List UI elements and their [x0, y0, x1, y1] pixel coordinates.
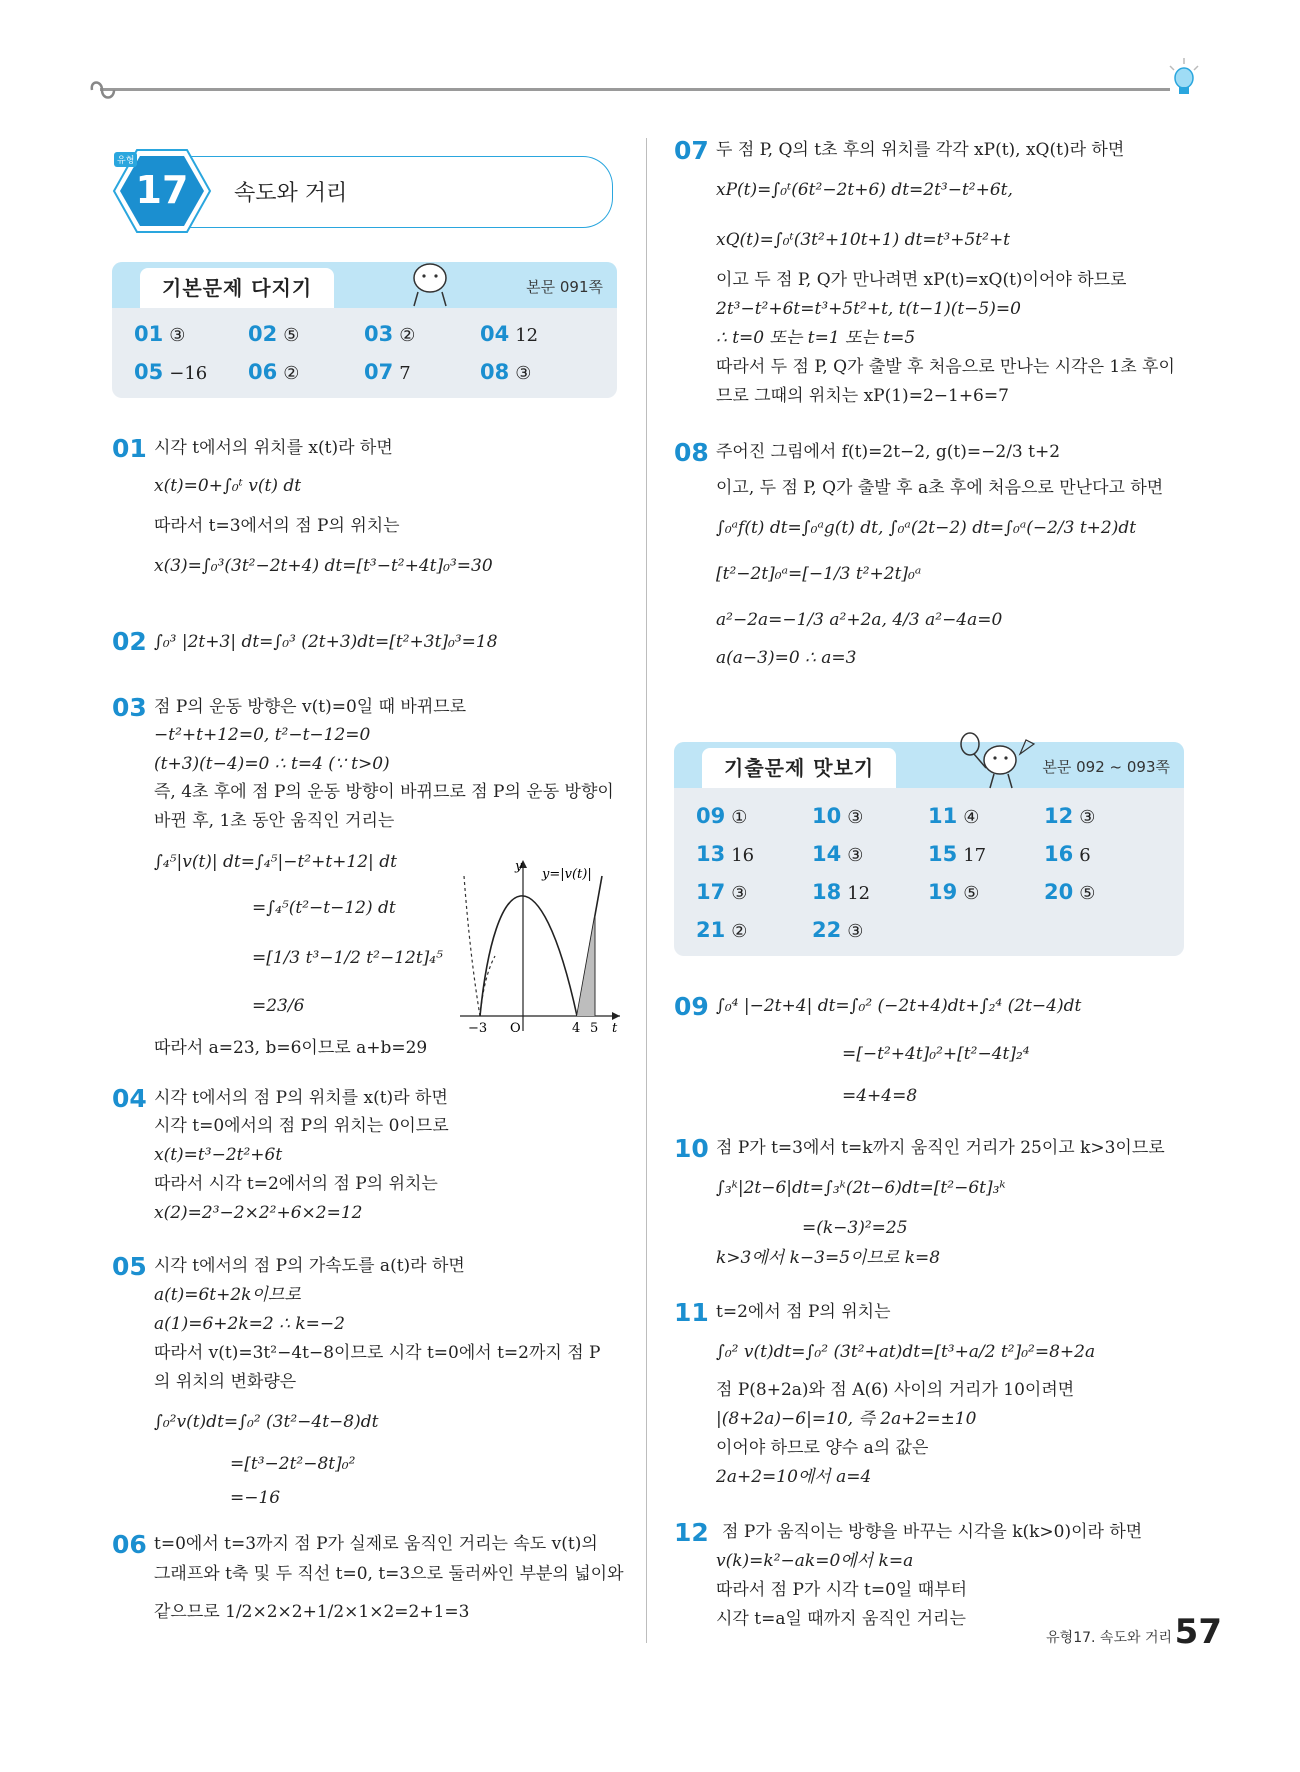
solution-line: ∫₀²v(t)dt=∫₀² (3t²−4t−8)dt — [154, 1412, 379, 1432]
solution-line: =[1/3 t³−1/2 t²−12t]₄⁵ — [252, 948, 443, 968]
problem-number-02: 02 — [112, 627, 147, 656]
answer-item: 01 ③ — [134, 322, 186, 346]
solution-line: =(k−3)²=25 — [802, 1218, 908, 1238]
solution-line: 따라서 a=23, b=6이므로 a+b=29 — [154, 1038, 428, 1058]
solution-line: 시각 t=a일 때까지 움직인 거리는 — [716, 1609, 966, 1629]
solution-line: 두 점 P, Q의 t초 후의 위치를 각각 xP(t), xQ(t)라 하면 — [716, 140, 1125, 160]
solution-line: a²−2a=−1/3 a²+2a, 4/3 a²−4a=0 — [716, 610, 1003, 630]
shuttlecock-icon — [1016, 736, 1038, 758]
solution-line: 의 위치의 변화량은 — [154, 1372, 297, 1392]
section-number: 17 — [135, 168, 189, 212]
answer-item: 04 12 — [480, 322, 539, 346]
solution-line: a(a−3)=0 ∴ a=3 — [716, 648, 857, 668]
answer-item: 15 17 — [928, 842, 987, 866]
answer-item: 07 7 — [364, 360, 411, 384]
dashed-curve-left — [464, 876, 480, 1016]
solution-line: x(t)=t³−2t²+6t — [154, 1145, 283, 1165]
solution-line: t=0에서 t=3까지 점 P가 실제로 움직인 거리는 속도 v(t)의 — [154, 1534, 598, 1554]
solution-line: xP(t)=∫₀ᵗ(6t²−2t+6) dt=2t³−t²+6t, — [716, 180, 1013, 200]
solution-line: ∫₀³ |2t+3| dt=∫₀³ (2t+3)dt=[t²+3t]₀³=18 — [154, 632, 498, 652]
solution-line: v(k)=k²−ak=0에서 k=a — [716, 1551, 914, 1571]
solution-line: 점 P가 t=3에서 t=k까지 움직인 거리가 25이고 k>3이므로 — [716, 1138, 1165, 1158]
solution-line: 2a+2=10에서 a=4 — [716, 1467, 872, 1487]
solution-line: 점 P(8+2a)와 점 A(6) 사이의 거리가 10이려면 — [716, 1380, 1075, 1400]
answer-item: 17 ③ — [696, 880, 748, 904]
answer-item: 13 16 — [696, 842, 755, 866]
solution-line: 따라서 점 P가 시각 t=0일 때부터 — [716, 1580, 967, 1600]
basic-answers-box — [112, 262, 617, 398]
solution-line: 시각 t에서의 점 P의 가속도를 a(t)라 하면 — [154, 1256, 465, 1276]
answer-item: 08 ③ — [480, 360, 532, 384]
solution-line: ∫₀ᵃf(t) dt=∫₀ᵃg(t) dt, ∫₀ᵃ(2t−2) dt=∫₀ᵃ(−2/3 t+2)dt — [716, 518, 1137, 538]
solution-line: =4+4=8 — [842, 1086, 918, 1106]
y-label: y — [515, 859, 523, 874]
answer-item: 14 ③ — [812, 842, 864, 866]
solution-line: x(2)=2³−2×2²+6×2=12 — [154, 1203, 363, 1223]
past-answers-box — [674, 742, 1184, 956]
solution-line: a(1)=6+2k=2 ∴ k=−2 — [154, 1314, 345, 1334]
solution-line: ∫₀⁴ |−2t+4| dt=∫₀² (−2t+4)dt+∫₂⁴ (2t−4)dt — [716, 996, 1082, 1016]
answer-item: 10 ③ — [812, 804, 864, 828]
solution-line: x(3)=∫₀³(3t²−2t+4) dt=[t³−t²+4t]₀³=30 — [154, 556, 493, 576]
solution-line: 그래프와 t축 및 두 직선 t=0, t=3으로 둘러싸인 부분의 넓이와 — [154, 1564, 624, 1584]
answer-item: 12 ③ — [1044, 804, 1096, 828]
solution-line: 따라서 두 점 P, Q가 출발 후 처음으로 만나는 시각은 1초 후이 — [716, 357, 1175, 377]
tick-label: −3 — [468, 1021, 488, 1036]
solution-line: 시각 t에서의 점 P의 위치를 x(t)라 하면 — [154, 1088, 448, 1108]
solution-line: 시각 t에서의 위치를 x(t)라 하면 — [154, 438, 393, 458]
problem-number-08: 08 — [674, 438, 709, 467]
page-number: 57 — [1174, 1612, 1222, 1652]
lightbulb-icon — [1166, 56, 1202, 102]
problem-number-07: 07 — [674, 136, 709, 165]
tick-label: O — [510, 1021, 521, 1036]
curve-label: y=|v(t)| — [542, 867, 592, 882]
solution-line: |(8+2a)−6|=10, 즉 2a+2=±10 — [716, 1409, 977, 1429]
problem-number-01: 01 — [112, 434, 147, 463]
solution-line: ∫₃ᵏ|2t−6|dt=∫₃ᵏ(2t−6)dt=[t²−6t]₃ᵏ — [716, 1178, 1006, 1198]
column-divider — [646, 138, 647, 1643]
answer-item: 09 ① — [696, 804, 748, 828]
answer-item: 18 12 — [812, 880, 871, 904]
solution-line: −t²+t+12=0, t²−t−12=0 — [154, 725, 371, 745]
solution-line: 같으므로 1/2×2×2+1/2×1×2=2+1=3 — [154, 1602, 470, 1622]
solution-line: x(t)=0+∫₀ᵗ v(t) dt — [154, 476, 302, 496]
solution-line: 시각 t=0에서의 점 P의 위치는 0이므로 — [154, 1116, 449, 1136]
problem-number-10: 10 — [674, 1134, 709, 1163]
solution-line: 2t³−t²+6t=t³+5t²+t, t(t−1)(t−5)=0 — [716, 299, 1021, 319]
answer-item: 02 ⑤ — [248, 322, 300, 346]
answer-item: 06 ② — [248, 360, 300, 384]
solution-line: a(t)=6t+2k이므로 — [154, 1285, 301, 1305]
solution-line: 바뀐 후, 1초 동안 움직인 거리는 — [154, 811, 395, 831]
section-header — [112, 148, 617, 234]
t-axis-arrow — [612, 1012, 620, 1020]
problem-number-05: 05 — [112, 1252, 147, 1281]
x-label: t — [612, 1021, 618, 1036]
top-rule — [100, 88, 1170, 91]
solution-line: 므로 그때의 위치는 xP(1)=2−1+6=7 — [716, 386, 1009, 406]
tick-label: 4 — [572, 1021, 581, 1036]
ribbon-knot-icon — [88, 78, 118, 102]
solution-line: 따라서 v(t)=3t²−4t−8이므로 시각 t=0에서 t=2까지 점 P — [154, 1343, 601, 1363]
problem-number-03: 03 — [112, 693, 147, 722]
past-page-ref: 본문 092 ~ 093쪽 — [1042, 758, 1170, 776]
solution-line: 따라서 시각 t=2에서의 점 P의 위치는 — [154, 1174, 438, 1194]
section-title-bar — [162, 156, 613, 228]
answer-item: 22 ③ — [812, 918, 864, 942]
problem-number-11: 11 — [674, 1298, 709, 1327]
solution-line: 점 P의 운동 방향은 v(t)=0일 때 바뀌므로 — [154, 697, 467, 717]
basic-page-ref: 본문 091쪽 — [526, 278, 603, 296]
problem-number-09: 09 — [674, 992, 709, 1021]
solution-line: (t+3)(t−4)=0 ∴ t=4 (∵ t>0) — [154, 754, 390, 774]
velocity-graph — [460, 856, 625, 1036]
answer-item: 16 6 — [1044, 842, 1091, 866]
solution-line: 이고, 두 점 P, Q가 출발 후 a초 후에 처음으로 만난다고 하면 — [716, 478, 1164, 498]
solution-line: ∫₄⁵|v(t)| dt=∫₄⁵|−t²+t+12| dt — [154, 852, 397, 872]
solution-line: xQ(t)=∫₀ᵗ(3t²+10t+1) dt=t³+5t²+t — [716, 230, 1011, 250]
answer-item: 20 ⑤ — [1044, 880, 1096, 904]
tick-label: 5 — [590, 1021, 599, 1036]
footer-label: 유형17. 속도와 거리 — [1046, 1630, 1172, 1646]
solution-line: ∫₀² v(t)dt=∫₀² (3t²+at)dt=[t³+a/2 t²]₀²=8+2a — [716, 1342, 1096, 1362]
solution-line: =[−t²+4t]₀²+[t²−4t]₂⁴ — [842, 1044, 1030, 1064]
solution-line: 점 P가 움직이는 방향을 바꾸는 시각을 k(k>0)이라 하면 — [722, 1522, 1143, 1542]
answer-item: 21 ② — [696, 918, 748, 942]
solution-line: 이어야 하므로 양수 a의 값은 — [716, 1438, 929, 1458]
solution-line: ∴ t=0 또는 t=1 또는 t=5 — [716, 328, 916, 348]
answer-item: 05 −16 — [134, 360, 208, 384]
problem-number-06: 06 — [112, 1530, 147, 1559]
solution-line: 주어진 그림에서 f(t)=2t−2, g(t)=−2/3 t+2 — [716, 442, 1061, 462]
section-title: 속도와 거리 — [234, 181, 348, 206]
past-tab-title: 기출문제 맛보기 — [702, 748, 896, 788]
solution-line: =−16 — [230, 1488, 281, 1508]
solution-line: 즉, 4초 후에 점 P의 운동 방향이 바뀌므로 점 P의 운동 방향이 — [154, 782, 614, 802]
answer-item: 11 ④ — [928, 804, 980, 828]
solution-line: =23/6 — [252, 996, 305, 1016]
problem-number-12: 12 — [674, 1518, 709, 1547]
problem-number-04: 04 — [112, 1084, 147, 1113]
basic-tab-title: 기본문제 다지기 — [140, 268, 334, 308]
solution-line: 따라서 t=3에서의 점 P의 위치는 — [154, 516, 400, 536]
solution-line: [t²−2t]₀ᵃ=[−1/3 t²+2t]₀ᵃ — [716, 564, 922, 584]
solution-line: t=2에서 점 P의 위치는 — [716, 1302, 891, 1322]
answer-item: 19 ⑤ — [928, 880, 980, 904]
answer-item: 03 ② — [364, 322, 416, 346]
section-tag: 유형 — [114, 152, 137, 167]
solution-line: =∫₄⁵(t²−t−12) dt — [252, 898, 396, 918]
solution-line: k>3에서 k−3=5이므로 k=8 — [716, 1248, 941, 1268]
solution-line: =[t³−2t²−8t]₀² — [230, 1454, 356, 1474]
cat-mascot-icon — [400, 256, 460, 310]
solution-line: 이고 두 점 P, Q가 만나려면 xP(t)=xQ(t)이어야 하므로 — [716, 270, 1127, 290]
